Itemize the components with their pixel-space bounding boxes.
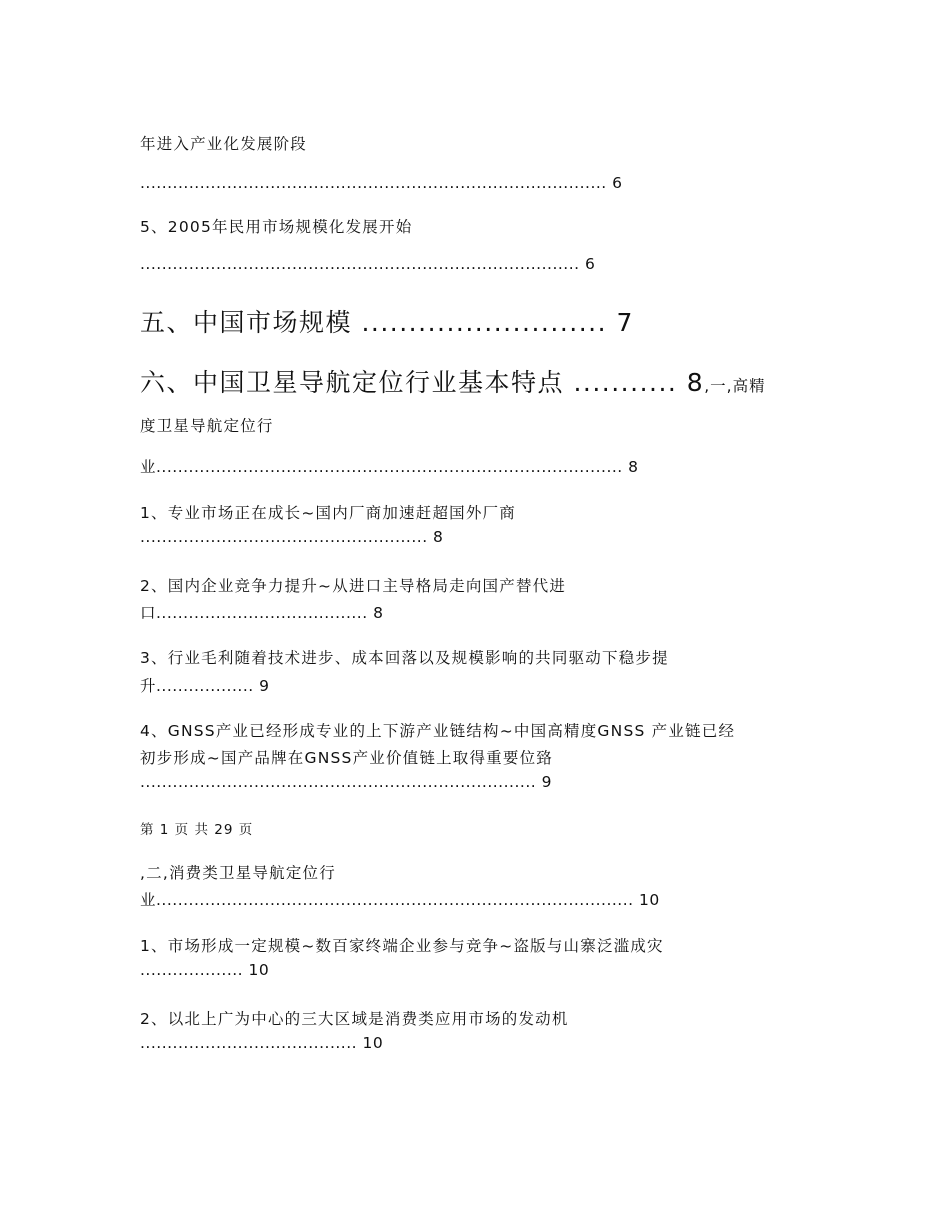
toc-entry-title: 1、市场形成一定规模~数百家终端企业参与竞争~盗版与山寨泛滥成灾 <box>140 937 664 955</box>
toc-leader-page: ..................................................... 8 <box>140 528 444 546</box>
toc-line-text: 度卫星导航定位行 <box>140 417 274 435</box>
toc-leader-page: ......................................................................... 9 <box>140 773 552 791</box>
toc-subsection-start: ,一,高精 <box>704 377 766 395</box>
toc-section-heading-text: 六、中国卫星导航定位行业基本特点 ........... 8 <box>140 368 705 397</box>
toc-leader-page: ........................................ 10 <box>140 1034 384 1052</box>
toc-section-heading <box>140 363 766 399</box>
toc-line-text: 年进入产业化发展阶段 <box>140 135 308 153</box>
toc-entry-title: 2、以北上广为中心的三大区域是消费类应用市场的发动机 <box>140 1010 569 1028</box>
toc-leader-page: ................... 10 <box>140 961 270 979</box>
toc-leader-page: ................................................................................. 6 <box>140 255 596 273</box>
page-footer: 第 1 页 共 29 页 <box>140 822 254 838</box>
toc-entry-title: 4、GNSS产业已经形成专业的上下游产业链结构~中国高精度GNSS 产业链已经 <box>140 722 736 740</box>
toc-subsection-title: ,二,消费类卫星导航定位行 <box>140 864 336 882</box>
toc-entry-title: 1、专业市场正在成长~国内厂商加速赶超国外厂商 <box>140 504 516 522</box>
toc-entry-title-cont: 初步形成~国产品牌在GNSS产业价值链上取得重要位臵 <box>140 749 553 767</box>
toc-section-heading: 五、中国市场规模 .......................... 7 <box>140 308 634 337</box>
toc-entry-title: 5、2005年民用市场规模化发展开始 <box>140 218 413 236</box>
toc-leader-page: ...................................................................................... 6 <box>140 174 623 192</box>
toc-leader-page: 升.................. 9 <box>140 677 270 695</box>
toc-leader-page: 业........................................................................................ 10 <box>140 891 660 909</box>
toc-leader-page: 业...................................................................................... 8 <box>140 458 639 476</box>
toc-entry-title: 2、国内企业竞争力提升~从进口主导格局走向国产替代进 <box>140 577 567 595</box>
toc-entry-title: 3、行业毛利随着技术进步、成本回落以及规模影响的共同驱动下稳步提 <box>140 649 669 667</box>
toc-leader-page: 口....................................... 8 <box>140 604 384 622</box>
